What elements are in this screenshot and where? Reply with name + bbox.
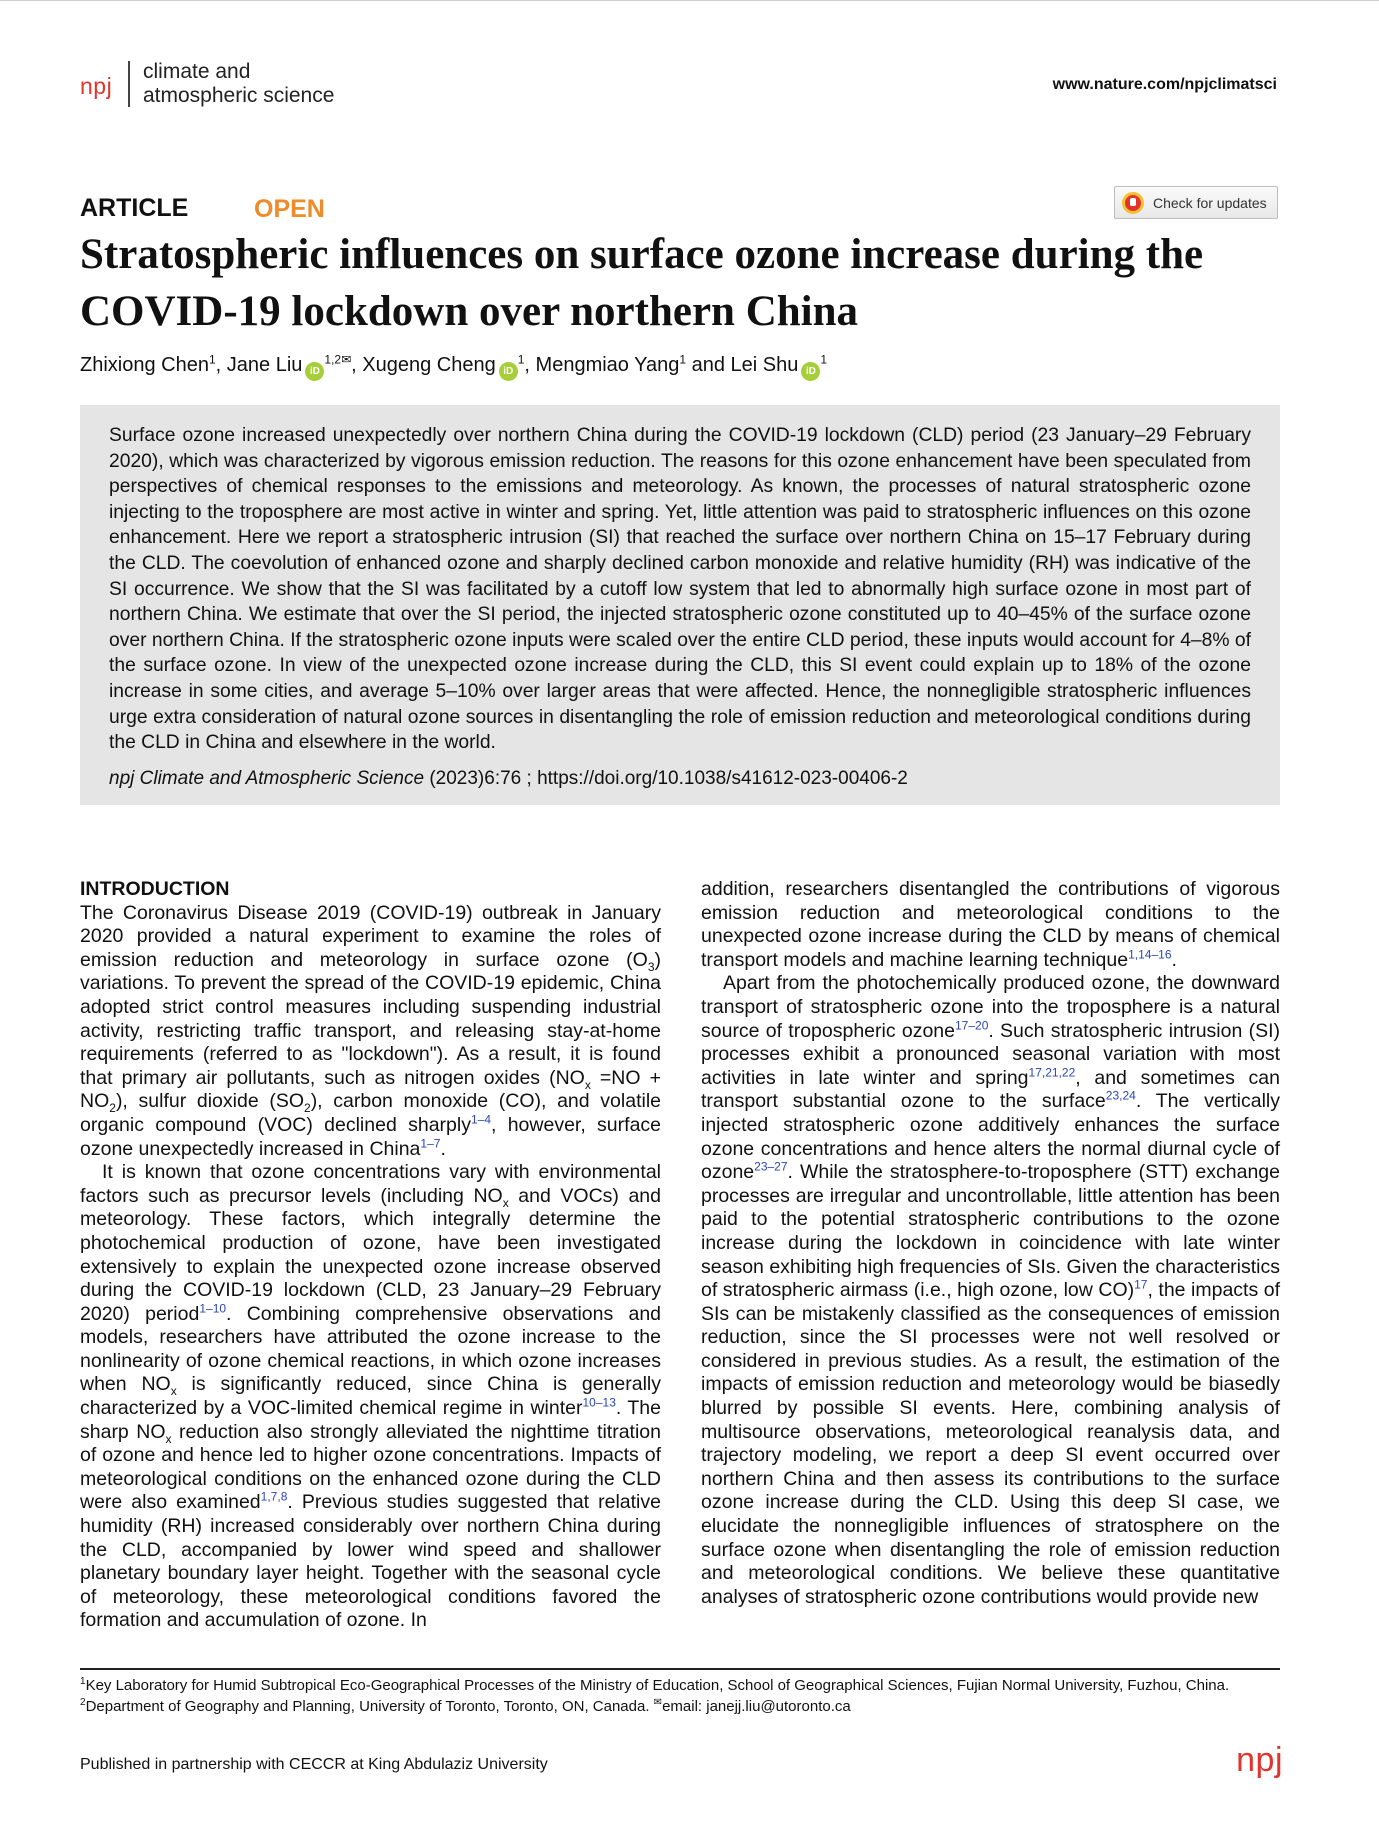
affiliation-footnotes	[80, 1675, 1280, 1717]
npj-footer-logo: npj	[1236, 1741, 1283, 1779]
footnote-rule	[80, 1668, 1280, 1670]
journal-url[interactable]: www.nature.com/npjclimatsci	[1052, 76, 1277, 93]
journal-name-line1: climate and	[143, 60, 251, 83]
journal-name	[143, 60, 334, 108]
top-border	[0, 0, 1379, 1]
author-name[interactable]: Zhixiong Chen	[80, 354, 209, 376]
body-column-left	[80, 878, 661, 1633]
contact-email[interactable]: email: janejj.liu@utoronto.ca	[662, 1698, 851, 1715]
author-name[interactable]: Mengmiao Yang	[535, 354, 680, 376]
open-access-label: OPEN	[254, 195, 325, 223]
publisher-note: Published in partnership with CECCR at King Abdulaziz University	[80, 1756, 548, 1773]
body-paragraph: addition, researchers disentangled the contributions of vigorous emission reduction and meteorological conditions to the unexpected ozone increase during the CLD by means of chemical transport models and machine learning technique$^{1,14-16}$.	[701, 878, 1280, 971]
author-affiliation: 1	[820, 352, 828, 367]
orcid-icon[interactable]: iD	[801, 362, 820, 381]
body-paragraph: The Coronavirus Disease 2019 (COVID-19) outbreak in January 2020 provided a natural experiment to examine the roles of emission reduction and meteorology in surface ozone $(O_3)$ variations. To prevent the spread of the COVID-19 epidemic, China adopted strict control measures including suspending industrial activity, restricting traffic transport, and releasing stay-at-home requirements (referred to as "lockdown"). As a result, it is found that primary air pollutants, such as nitrogen oxides $(NO_x =NO + NO_2)$, sulfur dioxide $(SO_2)$, carbon monoxide (CO), and volatile organic compound (VOC) declined sharply$^{1-4}$, however, surface ozone unexpectedly increased in China$^{1-7}$.	[80, 901, 662, 1160]
body-paragraph: Apart from the photochemically produced ozone, the downward transport of stratospheric ozone into the troposphere is a natural source of tropospheric ozone$^{17-20}$. Such stratospheric intrusion (SI) processes exhibit a pronounced seasonal variation with most activities in late winter and spring$^{17,21,22}$, and sometimes can transport substantial ozone to the surface$^{23,24}$. The vertically injected stratospheric ozone additively enhances the surface ozone concentrations and hence alters the normal diurnal cycle of ozone$^{23-27}$. While the stratosphere-to-troposphere (STT) exchange processes are irregular and uncontrollable, little attention has been paid to the potential stratospheric contributions to the ozone increase during the lockdown in coincidence with late winter season exhibiting high frequencies of SIs. Given the characteristics of stratospheric airmass (i.e., high ozone, low CO)$^{17}$, the impacts of SIs can be mistakenly classified as the consequences of emission reduction, since the SI processes were not well resolved or considered in previous studies. As a result, the estimation of the impacts of emission reduction and meteorology would be biasedly blurred by possible SI events. Here, combining analysis of multisource observations, meteorological reanalysis data, and trajectory modeling, we report a deep SI event occurred over northern China and then assess its contributions to the surface ozone increase during the CLD. Using this deep SI case, we elucidate the nonnegligible influences of stratosphere on the surface ozone when disentangling the role of emission reduction and meteorological conditions. We believe these quantitative analyses of stratospheric ozone contributions would provide new	[701, 972, 1280, 1608]
body-paragraph: It is known that ozone concentrations vary with environmental factors such as precursor levels (including $NO_x$ and VOCs) and meteorology. These factors, which integrally determine the photochemical production of ozone, have been investigated extensively to explain the unexpected ozone increase observed during the COVID-19 lockdown (CLD, 23 January–29 February 2020) period$^{1-10}$. Combining comprehensive observations and models, researchers have attributed the ozone increase to the nonlinearity of ozone chemical reactions, in which ozone increases when $NO_x$ is significantly reduced, since China is generally characterized by a VOC-limited chemical regime in winter$^{10-13}$. The sharp $NO_x$ reduction also strongly alleviated the nighttime titration of ozone and hence led to higher ozone concentrations. Impacts of meteorological conditions on the enhanced ozone during the CLD were also examined$^{1,7,8}$. Previous studies suggested that relative humidity (RH) increased considerably over northern China during the CLD, accompanied by lower wind speed and shallower planetary boundary layer height. Together with the seasonal cycle of meteorology, these meteorological conditions favored the formation and accumulation of ozone. In	[80, 1161, 662, 1632]
author-name[interactable]: Lei Shu	[730, 354, 799, 376]
affiliation-2: $^2$Department of Geography and Planning, University of Toronto, Toronto, ON, Canada. ✉email: janejj.liu@utoronto.ca	[80, 1697, 851, 1715]
affiliation-1: $^1$Key Laboratory for Humid Subtropical Eco-Geographical Processes of the Ministry of Education, School of Geographical Sciences, Fujian Normal University, Fuzhou, China.	[80, 1676, 1230, 1694]
orcid-icon[interactable]: iD	[305, 362, 324, 381]
article-title: Stratospheric influences on surface ozone increase during the COVID-19 lockdown over northern China	[80, 231, 1204, 335]
citation-line	[109, 768, 908, 790]
crossmark-icon	[1122, 192, 1144, 214]
article-type-label: ARTICLE	[80, 194, 189, 222]
email-icon[interactable]: ✉	[341, 352, 352, 367]
author-affiliation: 1	[517, 352, 525, 367]
author-name[interactable]: Jane Liu	[226, 354, 303, 376]
section-heading-introduction: INTRODUCTION	[80, 878, 230, 900]
author-list: Zhixiong Chen$^1$, Jane Liu $iD^{1,2✉}$, Xugeng Cheng $iD^1$, Mengmiao Yang$^1$ and Lei Shu $iD^1$	[80, 352, 1300, 381]
author-name[interactable]: Xugeng Cheng	[362, 354, 496, 376]
body-column-right	[701, 878, 1280, 1609]
logo-divider	[128, 61, 130, 107]
citation-journal: npj Climate and Atmospheric Science	[109, 768, 425, 789]
email-icon: ✉	[653, 1697, 663, 1708]
abstract-text: Surface ozone increased unexpectedly over northern China during the COVID-19 lockdown (CLD) period (23 January–29 February 2020), which was characterized by vigorous emission reduction. The reasons for this ozone enhancement have been speculated from perspectives of chemical responses to the emissions and meteorology. As known, the processes of natural stratospheric ozone injecting to the troposphere are most active in winter and spring. Yet, little attention was paid to stratospheric influences on this ozone enhancement. Here we report a stratospheric intrusion (SI) that reached the surface over northern China on 15–17 February during the CLD. The coevolution of enhanced ozone and sharply declined carbon monoxide and relative humidity (RH) was indicative of the SI occurrence. We show that the SI was facilitated by a cutoff low system that led to abnormally high surface ozone in most part of northern China. We estimate that over the SI period, the injected stratospheric ozone constituted up to 40–45% of the surface ozone over northern China. If the stratospheric ozone inputs were scaled over the entire CLD period, these inputs would account for 4–8% of the surface ozone. In view of the unexpected ozone increase during the CLD, this SI event could explain up to 18% of the ozone increase in some cities, and average 5–10% over larger areas that were affected. Hence, the nonnegligible stratospheric influences urge extra consideration of natural ozone sources in disentangling the role of emission reduction and meteorological conditions during the CLD in China and elsewhere in the world.	[109, 425, 1251, 754]
journal-name-line2: atmospheric science	[143, 84, 335, 107]
citation-doi[interactable]: (2023)6:76 ; https://doi.org/10.1038/s41612-023-00406-2	[424, 768, 908, 789]
check-for-updates-button[interactable]	[1114, 186, 1278, 219]
check-for-updates-label: Check for updates	[1153, 194, 1267, 211]
orcid-icon[interactable]: iD	[499, 362, 518, 381]
author-affiliation: 1,2	[324, 352, 342, 367]
npj-logo: npj	[80, 73, 113, 99]
author-affiliation: 1	[208, 352, 216, 367]
author-affiliation: 1	[679, 352, 687, 367]
